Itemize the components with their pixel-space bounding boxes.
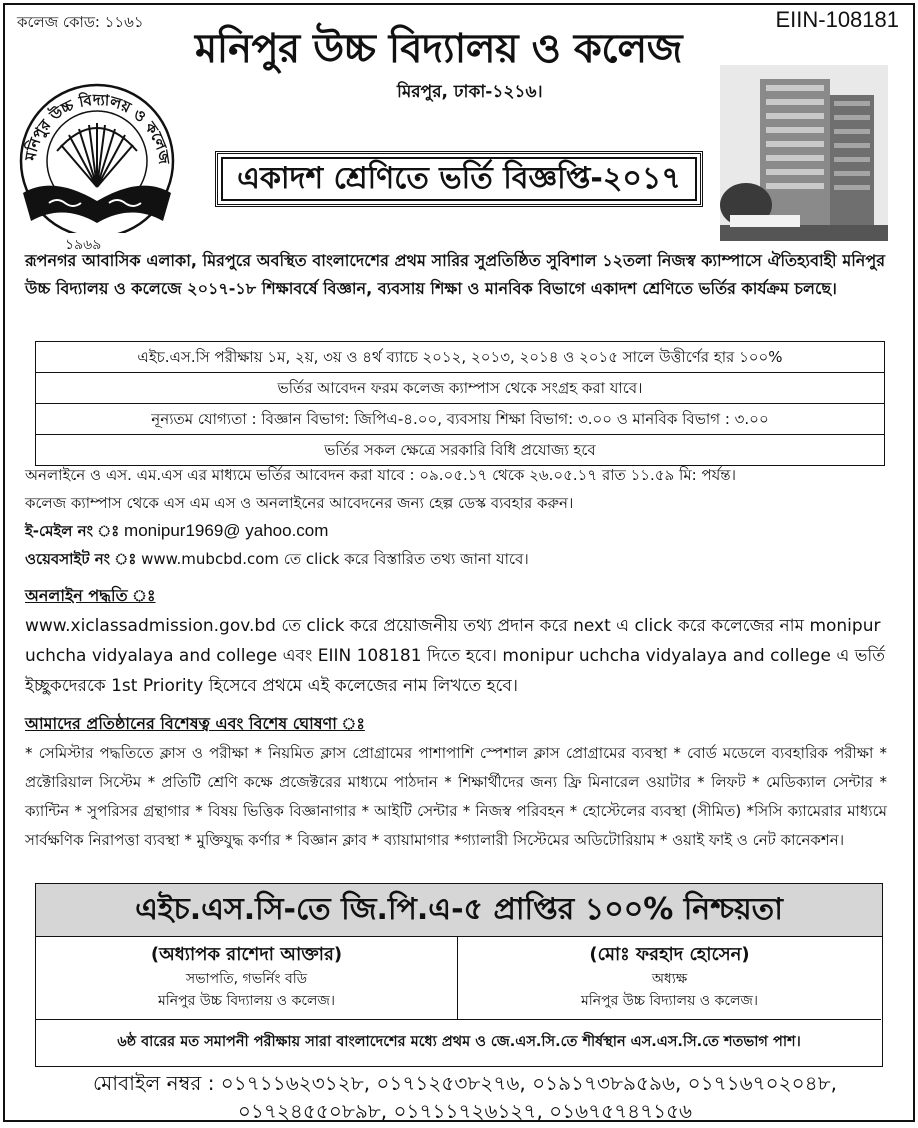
signatory-chairman — [36, 936, 458, 1020]
info-row-rules: ভর্তির সকল ক্ষেত্রে সরকারি বিধি প্রযোজ্য হবে — [324, 441, 596, 459]
mobile-line-2: ০১৭২৪৫৫০৮৯৮, ০১৭১১৭২৬১২৭, ০১৬৭৫৭৪৭১৫৬ — [237, 1099, 693, 1123]
college-code: কলেজ কোড: ১১৬১ — [17, 13, 144, 31]
eiin-number: EIIN-108181 — [775, 7, 899, 32]
signatory-role: সভাপতি, গভর্নিং বডি — [185, 971, 308, 987]
info-row-eligibility: নূন্যতম যোগ্যতা : বিজ্ঞান বিভাগ: জিপিএ-৪.০০, ব্যবসায় শিক্ষা বিভাগ: ৩.০০ ও মানবিক বিভাগ : ৩.০০ — [36, 404, 884, 435]
website-label: ওয়েবসাইট নং ঃ — [25, 550, 137, 568]
signatory-name: (অধ্যাপক রাশেদা আক্তার) — [150, 944, 343, 965]
info-row-form: ভর্তির আবেদন ফরম কলেজ ক্যাম্পাস থেকে সংগ্রহ করা যাবে। — [36, 373, 884, 404]
email-label: ই-মেইল নং ঃ — [25, 522, 120, 540]
intro-paragraph: রূপনগর আবাসিক এলাকা, মিরপুরে অবস্থিত বাংলাদেশের প্রথম সারির সুপ্রতিষ্ঠিত সুবিশাল ১২তলা নিজস্ব ক্যাম্পাসে ঐতিহ্যবাহী মনিপুর উচ্চ বিদ্যালয় ও কলেজে ২০১৭-১৮ শিক্ষাবর্ষে বিজ্ঞান, ব্যবসায় শিক্ষা ও মানবিক বিভাগে একাদশ শ্রেণিতে ভর্তির কার্যক্রম চলছে। — [25, 251, 885, 298]
info-row-pass-rate: এইচ.এস.সি পরীক্ষায় ১ম, ২য়, ৩য় ও ৪র্থ ব্যাচে ২০১২, ২০১৩, ২০১৪ ও ২০১৫ সালে উত্তীর্ণের হার ১০০% — [36, 342, 884, 373]
info-table — [35, 341, 885, 466]
signature-box — [35, 883, 883, 1067]
logo-year: ১৯৬৯ — [65, 237, 102, 253]
features-text: * সেমিস্টার পদ্ধতিতে ক্লাস ও পরীক্ষা * নিয়মিত ক্লাস প্রোগ্রামের পাশাপাশি স্পেশাল ক্লাস প্রোগ্রামের ব্যবস্থা * বোর্ড মডেলে ব্যবহারিক পরীক্ষা * প্রক্টোরিয়াল সিস্টেম * প্রতিটি শ্রেণি কক্ষে প্রজেক্টরের মাধ্যমে পাঠদান * শিক্ষার্থীদের জন্য ফ্রি মিনারেল ওয়াটার * লিফট * মেডিক্যাল সেন্টার * ক্যান্টিন * সুপরিসর গ্রন্থাগার * বিষয় ভিত্তিক বিজ্ঞানাগার * আইটি সেন্টার * নিজস্ব পরিবহন * হোস্টেলের ব্যবস্থা (সীমিত) *সিসি ক্যামেরার মাধ্যমে সার্বক্ষণিক নিরাপত্তা ব্যবস্থা * মুক্তিযুদ্ধ কর্ণার * বিজ্ঞান ক্লাব * ব্যায়ামাগার *গ্যালারী সিস্টেমের অডিটোরিয়াম * ওয়াই ফাই ও নেট কানেকশন। — [25, 744, 887, 849]
signatory-role: অধ্যক্ষ — [651, 971, 688, 987]
mobile-line-1: মোবাইল নম্বর : ০১৭১১৬২৩১২৮, ০১৭১২৫৩৮২৭৬, ০১৯১৭৩৮৯৫৯৬, ০১৭১৬৭০২০৪৮, — [93, 1071, 837, 1095]
website-line — [25, 545, 895, 573]
email-address[interactable]: monipur1969@ yahoo.com — [124, 521, 329, 540]
guarantee-banner: এইচ.এস.সি-তে জি.পি.এ-৫ প্রাপ্তির ১০০% নিশ্চয়তা — [36, 884, 882, 937]
helpdesk-note: কলেজ ক্যাম্পাস থেকে এস এম এস ও অনলাইনের আবেদনের জন্য হেল্প ডেস্ক ব্যবহার করুন। — [25, 494, 574, 512]
notice-title: একাদশ শ্রেণিতে ভর্তি বিজ্ঞপ্তি-২০১৭ — [215, 151, 703, 207]
achievement-line: ৬ষ্ঠ বারের মত সমাপনী পরীক্ষায় সারা বাংলাদেশের মধ্যে প্রথম ও জে.এস.সি.তে শীর্ষস্থান এস.এস.সি.তে শতভাগ পাশ। — [117, 1034, 801, 1050]
building-photo — [720, 65, 888, 241]
signatory-org: মনিপুর উচ্চ বিদ্যালয় ও কলেজ। — [581, 993, 758, 1009]
mobile-numbers — [45, 1069, 885, 1125]
online-method-text: www.xiclassadmission.gov.bd তে click করে প্রয়োজনীয় তথ্য প্রদান করে next এ click করে কলেজের নাম monipur uchcha vidyalaya and college এবং EIIN 108181 দিতে হবে। monipur uchcha vidyalaya and college এ ভর্তি ইচ্ছুকদেরকে 1st Priority হিসেবে প্রথমে এই কলেজের নাম লিখতে হবে। — [25, 616, 886, 696]
email-line — [25, 517, 895, 545]
college-address: মিরপুর, ঢাকা-১২১৬। — [397, 82, 543, 102]
svg-text:মনিপুর উচ্চ বিদ্যালয় ও কলেজ: মনিপুর উচ্চ বিদ্যালয় ও কলেজ — [21, 90, 174, 166]
college-title: মনিপুর উচ্চ বিদ্যালয় ও কলেজ — [195, 26, 683, 72]
website-text[interactable]: www.mubcbd.com তে click করে বিস্তারিত তথ্য জানা যাবে। — [141, 550, 529, 568]
online-method-heading: অনলাইন পদ্ধতি ঃ — [25, 586, 156, 605]
signatory-org: মনিপুর উচ্চ বিদ্যালয় ও কলেজ। — [158, 993, 335, 1009]
admission-notice — [3, 3, 915, 1122]
signatory-name: (মোঃ ফরহাদ হোসেন) — [589, 944, 750, 965]
college-logo — [13, 75, 181, 233]
features-heading: আমাদের প্রতিষ্ঠানের বিশেষত্ব এবং বিশেষ ঘোষণা ঃ — [25, 714, 365, 733]
signatory-principal — [458, 936, 881, 1020]
online-apply-dates: অনলাইনে ও এস. এম.এস এর মাধ্যমে ভর্তির আবেদন করা যাবে : ০৯.০৫.১৭ থেকে ২৬.০৫.১৭ রাত ১১.৫৯ মি: পর্যন্ত। — [25, 466, 737, 484]
